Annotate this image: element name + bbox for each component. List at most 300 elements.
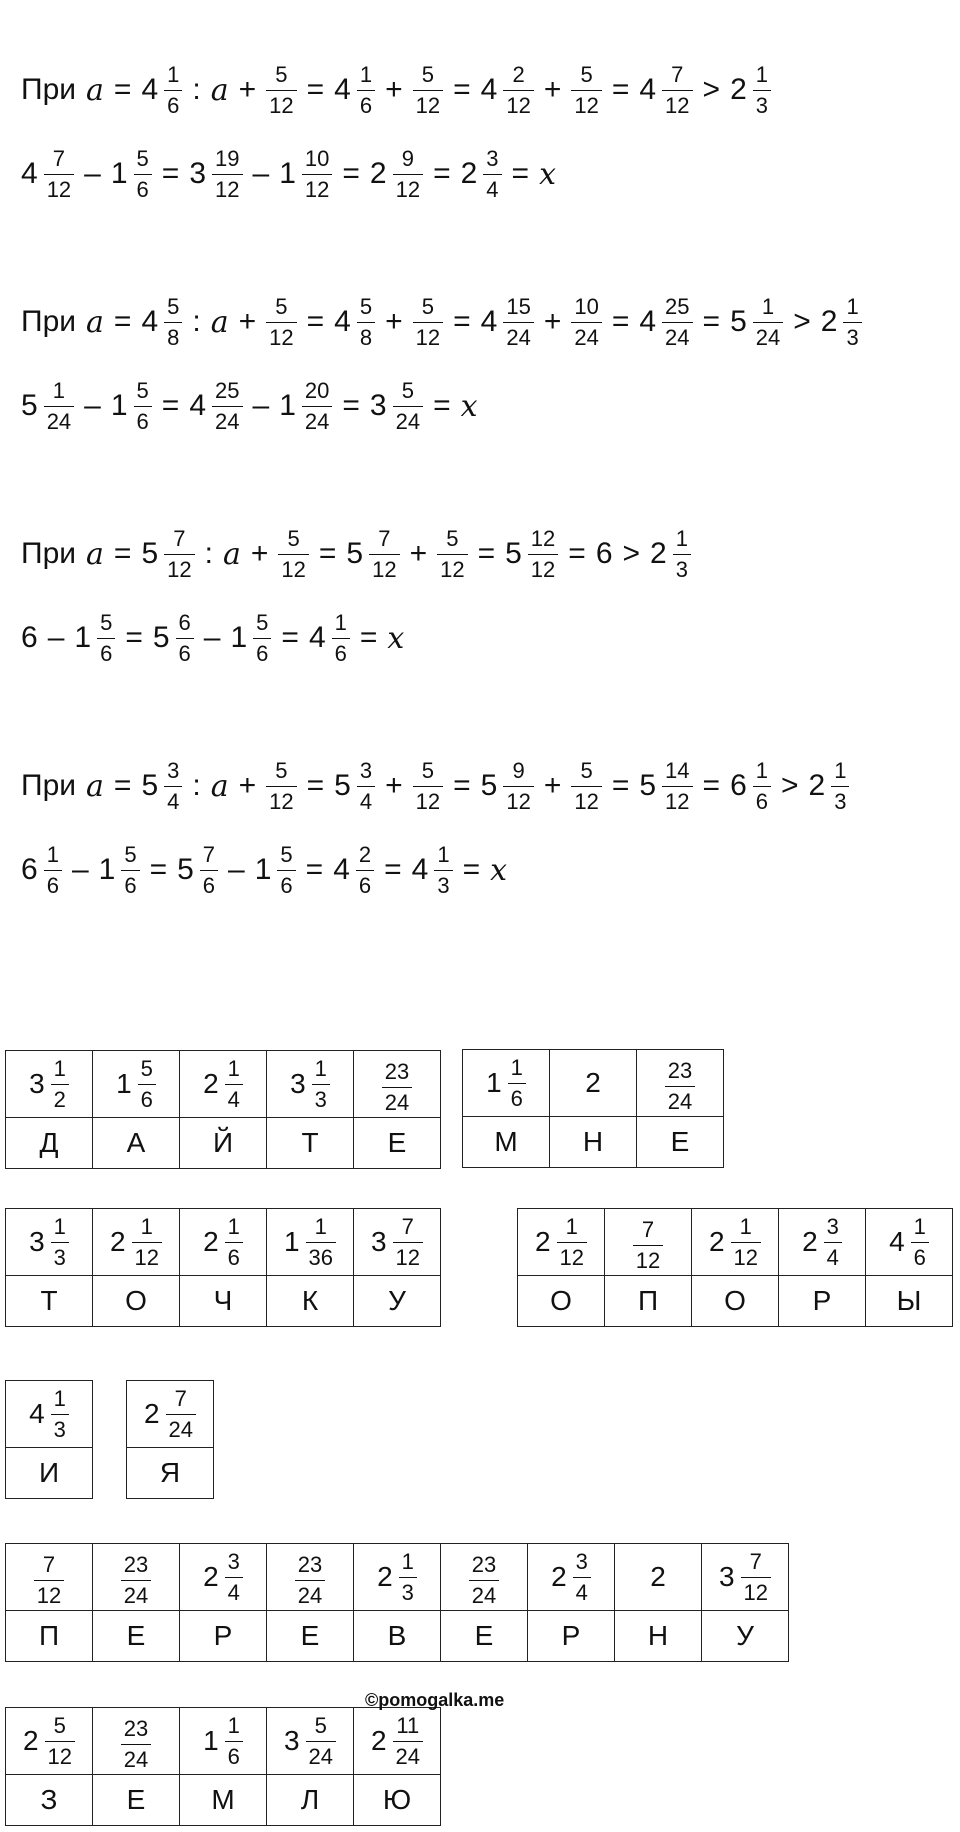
number: 2 — [585, 1067, 601, 1098]
value-row — [6, 1209, 441, 1276]
math-symbol: = — [511, 157, 530, 190]
fraction — [44, 377, 74, 434]
numerator: 25 — [215, 377, 240, 403]
value-cell — [550, 1050, 637, 1117]
cell-value — [377, 1548, 417, 1605]
mixed-number — [74, 609, 115, 666]
numerator: 23 — [384, 1059, 410, 1084]
fraction — [483, 145, 501, 202]
fraction — [356, 841, 374, 898]
letter-cell: Д — [6, 1118, 93, 1169]
denominator: 3 — [753, 90, 771, 117]
whole-part: 3 — [370, 1226, 387, 1257]
cell-value — [203, 1548, 243, 1605]
cell-value — [295, 1554, 325, 1607]
whole-part: 1 — [110, 389, 128, 422]
mixed-number — [141, 757, 182, 814]
numerator: 7 — [42, 1552, 56, 1577]
denominator: 6 — [225, 1242, 243, 1269]
fraction — [673, 525, 691, 582]
denominator: 12 — [437, 554, 467, 581]
numerator: 23 — [471, 1552, 497, 1577]
math-symbol: = — [453, 769, 471, 802]
letter-cell: У — [702, 1611, 789, 1662]
math-symbol: = — [453, 305, 471, 338]
cell-value — [121, 1718, 151, 1771]
numerator: 1 — [46, 841, 59, 867]
cell-value — [22, 1712, 75, 1769]
variable: x — [460, 388, 478, 424]
fraction — [571, 293, 601, 350]
cell-value — [382, 1061, 412, 1114]
whole-part: 1 — [279, 157, 296, 190]
math-symbol: : — [204, 537, 213, 570]
value-row — [6, 1381, 93, 1448]
letter-row — [6, 1118, 441, 1169]
denominator: 12 — [266, 322, 296, 349]
value-row — [6, 1051, 441, 1118]
cell-value — [283, 1712, 336, 1769]
mixed-number — [110, 377, 152, 434]
numerator: 23 — [123, 1716, 149, 1741]
cipher-table-7 — [5, 1543, 789, 1662]
mixed-number — [333, 841, 374, 898]
fraction — [413, 293, 443, 350]
denominator: 6 — [176, 638, 194, 665]
fraction — [225, 1213, 243, 1270]
numerator: 1 — [913, 1213, 926, 1239]
cell-value — [370, 1712, 423, 1769]
fraction-group — [571, 757, 601, 814]
denominator: 12 — [266, 786, 296, 813]
numerator: 3 — [826, 1213, 839, 1239]
denominator: 6 — [97, 638, 115, 665]
fraction — [357, 293, 375, 350]
variable: a — [222, 536, 241, 572]
numerator: 1 — [565, 1213, 578, 1239]
letter-cell: Е — [637, 1117, 724, 1168]
letter-cell: М — [463, 1117, 550, 1168]
math-symbol: = — [281, 621, 299, 654]
value-cell — [779, 1209, 866, 1276]
letter-cell: Е — [267, 1611, 354, 1662]
fraction — [266, 757, 296, 814]
value-cell — [93, 1708, 180, 1775]
fraction — [164, 61, 182, 118]
denominator: 24 — [665, 1086, 695, 1113]
numerator: 1 — [227, 1055, 240, 1081]
fraction — [306, 1712, 336, 1769]
mixed-number — [639, 61, 692, 118]
mixed-number — [279, 145, 332, 202]
value-cell — [518, 1209, 605, 1276]
math-symbol: = — [161, 389, 180, 422]
whole-part: 5 — [177, 853, 194, 886]
fraction-group — [413, 293, 443, 350]
whole-part: 2 — [22, 1725, 39, 1756]
numerator: 5 — [287, 525, 300, 551]
cell-value — [486, 1054, 526, 1111]
fraction — [212, 377, 242, 434]
whole-part: 1 — [98, 853, 116, 886]
fraction — [277, 841, 295, 898]
denominator: 3 — [434, 870, 452, 897]
fraction — [503, 293, 533, 350]
numerator: 2 — [358, 841, 372, 867]
whole-part: 5 — [346, 537, 364, 570]
math-symbol: = — [318, 537, 337, 570]
fraction — [166, 1385, 196, 1442]
value-cell — [6, 1051, 93, 1118]
denominator: 12 — [278, 554, 308, 581]
math-symbol: = — [306, 73, 325, 106]
letter-cell: У — [354, 1276, 441, 1327]
numerator: 1 — [755, 61, 768, 87]
math-symbol: = — [306, 305, 325, 338]
value-cell — [528, 1544, 615, 1611]
cell-value — [34, 1554, 64, 1607]
denominator: 24 — [121, 1744, 151, 1771]
fraction — [843, 293, 861, 350]
whole-part: 4 — [639, 73, 657, 106]
numerator: 7 — [174, 1385, 187, 1411]
fraction — [266, 61, 296, 118]
mixed-number — [230, 609, 271, 666]
denominator: 24 — [393, 1741, 423, 1768]
denominator: 3 — [831, 786, 849, 813]
denominator: 6 — [138, 1084, 156, 1111]
fraction-group — [437, 525, 467, 582]
fraction — [121, 841, 139, 898]
letter-cell: Н — [615, 1611, 702, 1662]
denominator: 3 — [673, 554, 691, 581]
value-cell — [463, 1050, 550, 1117]
whole-part: 5 — [639, 769, 657, 802]
fraction — [413, 757, 443, 814]
letter-cell: Р — [180, 1611, 267, 1662]
denominator: 2 — [51, 1084, 69, 1111]
math-symbol: + — [385, 769, 403, 802]
mixed-number — [141, 293, 182, 350]
numerator: 1 — [675, 525, 688, 551]
whole-part: 1 — [254, 853, 272, 886]
math-symbol: = — [342, 389, 360, 422]
fraction — [413, 61, 443, 118]
solution-3-line-2 — [16, 598, 409, 678]
numerator: 1 — [334, 609, 347, 635]
fraction-group — [266, 757, 296, 814]
value-cell — [127, 1381, 214, 1448]
letter-cell: А — [93, 1118, 180, 1169]
mixed-number — [639, 293, 692, 350]
letter-cell: О — [518, 1276, 605, 1327]
mixed-number — [21, 145, 74, 202]
numerator: 23 — [297, 1552, 323, 1577]
math-symbol: – — [252, 157, 270, 190]
denominator: 12 — [212, 174, 242, 201]
fraction — [51, 1385, 69, 1442]
mixed-number — [189, 377, 242, 434]
numerator: 5 — [167, 293, 180, 319]
letter-cell: К — [267, 1276, 354, 1327]
fraction — [357, 757, 375, 814]
denominator: 6 — [508, 1083, 526, 1110]
math-symbol: = — [702, 305, 721, 338]
letter-cell: Т — [6, 1276, 93, 1327]
denominator: 12 — [393, 1242, 423, 1269]
numerator: 1 — [52, 377, 66, 403]
whole-part: 1 — [203, 1725, 219, 1756]
fraction — [662, 61, 692, 118]
mixed-number — [334, 293, 375, 350]
fraction — [911, 1213, 929, 1270]
whole-part: 2 — [802, 1226, 818, 1257]
denominator: 6 — [134, 174, 152, 201]
numerator: 7 — [401, 1213, 414, 1239]
cell-value — [29, 1213, 69, 1270]
mixed-number — [110, 145, 152, 202]
denominator: 24 — [469, 1580, 499, 1607]
value-cell — [267, 1544, 354, 1611]
mixed-number — [730, 61, 771, 118]
fraction — [34, 1554, 64, 1607]
fraction — [200, 841, 218, 898]
numerator: 5 — [275, 757, 288, 783]
math-symbol: – — [228, 853, 245, 886]
whole-part: 2 — [109, 1226, 126, 1257]
numerator: 1 — [53, 1213, 66, 1239]
letter-cell: З — [6, 1775, 93, 1826]
math-symbol: = — [113, 73, 132, 106]
numerator: 1 — [53, 1385, 66, 1411]
numerator: 5 — [136, 145, 149, 171]
value-cell — [354, 1209, 441, 1276]
letter-cell: Т — [267, 1118, 354, 1169]
numerator: 5 — [124, 841, 137, 867]
denominator: 36 — [306, 1242, 336, 1269]
value-cell — [267, 1708, 354, 1775]
variable: a — [210, 304, 229, 340]
fraction — [253, 609, 271, 666]
mixed-number — [141, 525, 194, 582]
letter-cell: Р — [779, 1276, 866, 1327]
fraction — [571, 61, 601, 118]
math-symbol: > — [781, 769, 799, 802]
math-symbol: : — [192, 769, 201, 802]
denominator: 12 — [731, 1242, 761, 1269]
mixed-number — [480, 757, 534, 814]
denominator: 6 — [356, 870, 374, 897]
math-symbol: – — [203, 621, 221, 654]
numerator: 1 — [167, 61, 180, 87]
mixed-number — [808, 757, 850, 814]
value-cell — [441, 1544, 528, 1611]
denominator: 6 — [225, 1741, 243, 1768]
cipher-table-2 — [462, 1049, 724, 1168]
math-symbol: – — [84, 389, 101, 422]
denominator: 12 — [164, 554, 194, 581]
whole-part: 2 — [369, 157, 387, 190]
numerator: 3 — [359, 757, 373, 783]
math-symbol: – — [252, 389, 270, 422]
value-row — [6, 1708, 441, 1775]
numerator: 1 — [755, 757, 768, 783]
numerator: 3 — [167, 757, 180, 783]
numerator: 7 — [202, 841, 216, 867]
letter-cell: Ы — [866, 1276, 953, 1327]
whole-part: 5 — [141, 537, 159, 570]
math-symbol: = — [453, 73, 471, 106]
numerator: 1 — [846, 293, 859, 319]
whole-part: 5 — [505, 537, 522, 570]
numerator: 5 — [53, 1712, 66, 1738]
value-cell — [93, 1209, 180, 1276]
value-cell — [6, 1209, 93, 1276]
mixed-number — [730, 757, 771, 814]
whole-part: 3 — [189, 157, 207, 190]
numerator: 7 — [641, 1217, 655, 1242]
value-row — [6, 1544, 789, 1611]
cell-value — [633, 1219, 663, 1272]
math-symbol: = — [433, 157, 451, 190]
denominator: 24 — [166, 1414, 196, 1441]
math-symbol: + — [250, 537, 269, 570]
math-symbol: = — [161, 157, 180, 190]
cell-value — [283, 1213, 336, 1270]
whole-part: 3 — [283, 1725, 300, 1756]
math-symbol: + — [409, 537, 428, 570]
denominator: 4 — [164, 786, 182, 813]
denominator: 12 — [633, 1245, 663, 1272]
numerator: 1 — [227, 1213, 240, 1239]
fraction — [138, 1055, 156, 1112]
letter-cell: П — [605, 1276, 692, 1327]
numerator: 6 — [178, 609, 191, 635]
mixed-number — [177, 841, 218, 898]
denominator: 8 — [164, 322, 182, 349]
denominator: 6 — [253, 638, 271, 665]
mixed-number — [505, 525, 558, 582]
whole-part: 2 — [808, 769, 826, 802]
letter-row — [6, 1775, 441, 1826]
variable: a — [86, 72, 104, 108]
math-symbol: = — [113, 305, 132, 338]
watermark: ©pomogalka.me — [365, 1690, 505, 1710]
letter-cell: Е — [354, 1118, 441, 1169]
numerator: 5 — [421, 757, 434, 783]
math-symbol: : — [192, 305, 201, 338]
whole-part: 1 — [279, 389, 296, 422]
fraction — [97, 609, 115, 666]
whole-part: 4 — [189, 389, 207, 422]
number: 2 — [650, 1561, 666, 1592]
letter-cell: Е — [93, 1775, 180, 1826]
numerator: 5 — [359, 293, 373, 319]
whole-part: 4 — [480, 305, 498, 338]
denominator: 12 — [413, 786, 443, 813]
numerator: 9 — [512, 757, 525, 783]
cell-value — [116, 1055, 156, 1112]
math-symbol: = — [342, 157, 360, 190]
numerator: 5 — [275, 61, 288, 87]
variable: x — [539, 156, 556, 192]
fraction-group — [571, 61, 601, 118]
letter-cell: О — [692, 1276, 779, 1327]
fraction — [369, 525, 399, 582]
fraction-group — [413, 757, 443, 814]
numerator: 3 — [486, 145, 499, 171]
solution-2-line-2 — [16, 366, 483, 446]
denominator: 12 — [503, 786, 533, 813]
numerator: 5 — [136, 377, 149, 403]
math-symbol: > — [622, 537, 641, 570]
cell-value — [109, 1213, 162, 1270]
cell-value — [203, 1213, 243, 1270]
numerator: 10 — [304, 145, 330, 171]
denominator: 12 — [413, 322, 443, 349]
fraction — [45, 1712, 75, 1769]
whole-part: 3 — [29, 1068, 45, 1099]
cell-value — [143, 1385, 196, 1442]
whole-part: 3 — [290, 1068, 306, 1099]
numerator: 5 — [256, 609, 269, 635]
letter-cell: П — [6, 1611, 93, 1662]
denominator: 3 — [843, 322, 861, 349]
mixed-number — [411, 841, 453, 898]
denominator: 6 — [134, 406, 152, 433]
fraction — [332, 609, 350, 666]
value-row — [518, 1209, 953, 1276]
numerator: 5 — [100, 609, 113, 635]
fraction — [753, 293, 783, 350]
math-symbol: + — [543, 305, 562, 338]
whole-part: 2 — [708, 1226, 725, 1257]
math-symbol: + — [238, 769, 257, 802]
numerator: 1 — [437, 841, 450, 867]
value-cell — [93, 1544, 180, 1611]
variable: x — [490, 852, 508, 888]
letter-row — [6, 1448, 93, 1499]
numerator: 1 — [401, 1548, 414, 1574]
whole-part: 2 — [203, 1561, 219, 1592]
math-symbol: + — [385, 305, 403, 338]
whole-part: 4 — [21, 157, 38, 190]
denominator: 4 — [357, 786, 375, 813]
whole-part: 4 — [639, 305, 657, 338]
cell-value — [889, 1213, 929, 1270]
fraction — [753, 757, 771, 814]
fraction — [393, 377, 423, 434]
math-symbol: + — [543, 769, 562, 802]
fraction-group — [413, 61, 443, 118]
numerator: 1 — [140, 1213, 153, 1239]
cell-value — [551, 1548, 591, 1605]
whole-part: 3 — [29, 1226, 45, 1257]
denominator: 24 — [382, 1087, 412, 1114]
numerator: 7 — [749, 1548, 762, 1574]
denominator: 12 — [413, 90, 443, 117]
math-symbol: = — [611, 73, 630, 106]
whole-part: 4 — [141, 305, 159, 338]
letter-cell: Л — [267, 1775, 354, 1826]
numerator: 15 — [506, 293, 531, 319]
fraction — [132, 1213, 162, 1270]
denominator: 6 — [332, 638, 350, 665]
whole-part: 5 — [334, 769, 351, 802]
fraction — [121, 1718, 151, 1771]
fraction — [571, 757, 601, 814]
fraction — [225, 1712, 243, 1769]
